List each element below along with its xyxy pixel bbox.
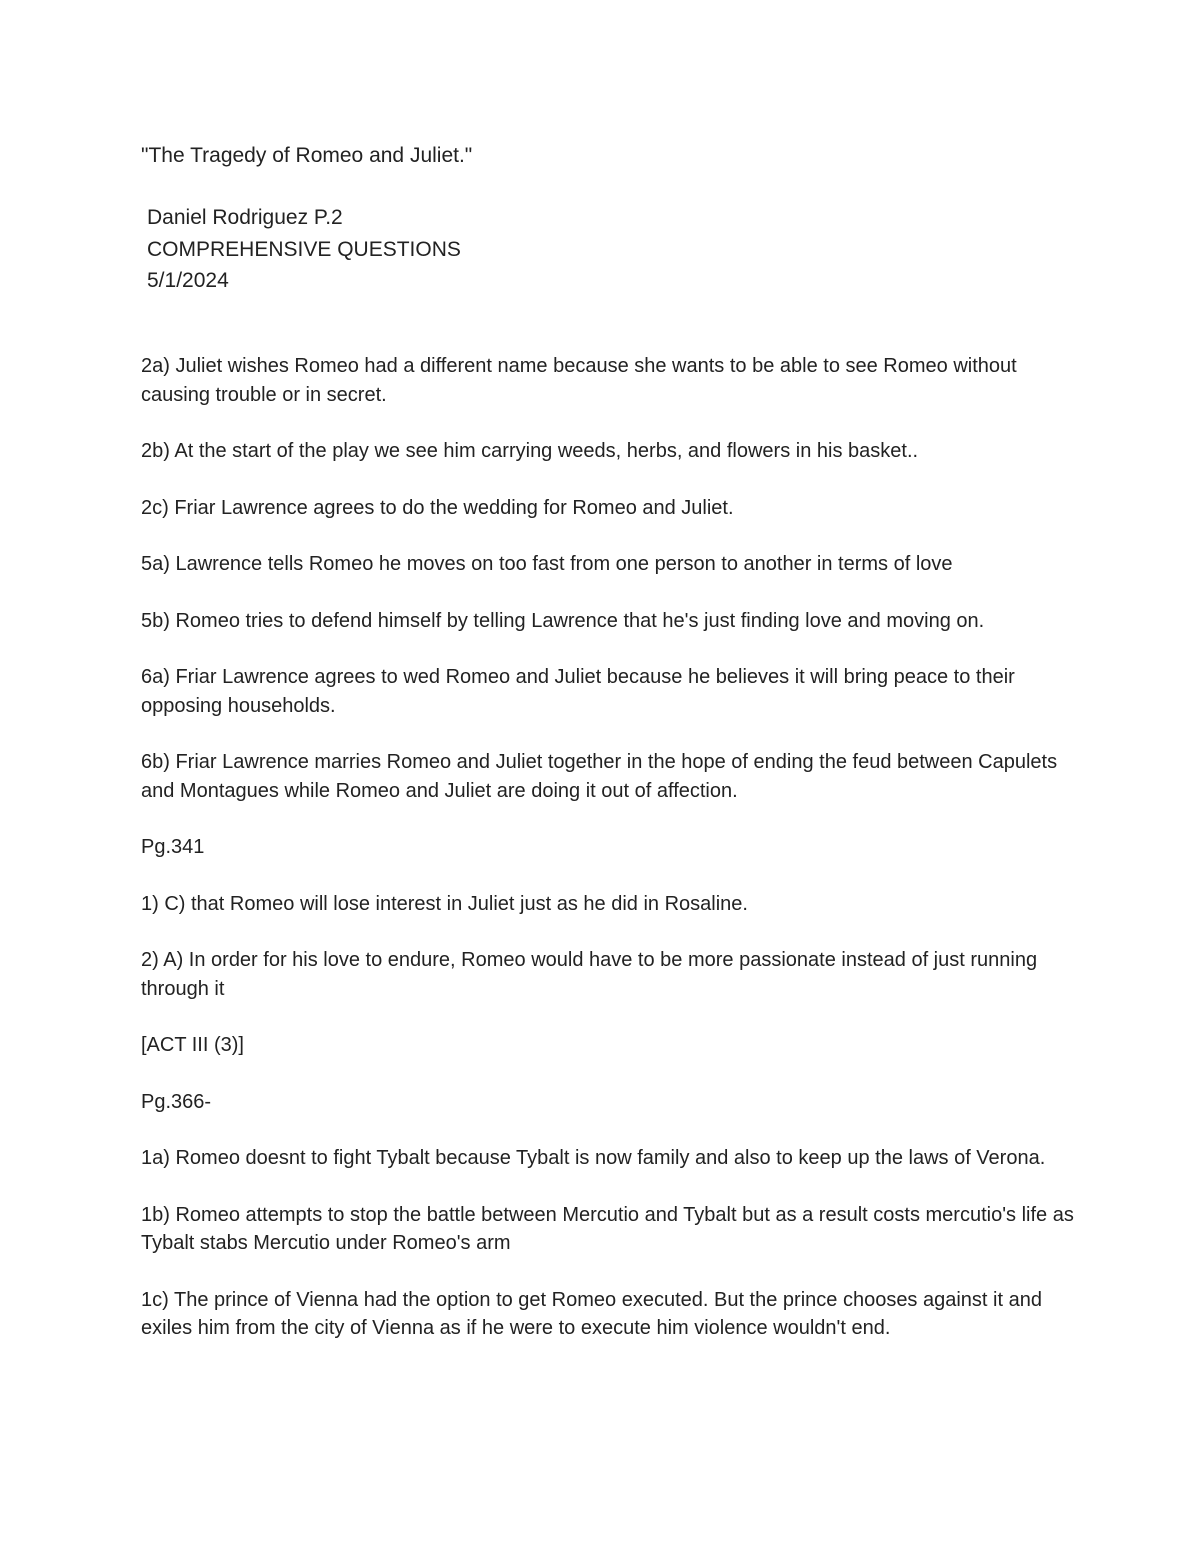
answer-5a: 5a) Lawrence tells Romeo he moves on too fast from one person to another in terms of love: [141, 553, 953, 575]
answer-1b: 1b) Romeo attempts to stop the battle between Mercutio and Tybalt but as a result costs mercutio's life as Tybalt stabs Mercutio under Romeo's arm: [141, 1203, 1074, 1254]
document-header: [147, 202, 461, 297]
answer-6b: 6b) Friar Lawrence marries Romeo and Juliet together in the hope of ending the feud between Capulets and Montagues while Romeo and Juliet are doing it out of affection.: [141, 751, 1058, 802]
page-reference-366: Pg.366-: [141, 1090, 212, 1113]
document-title: "The Tragedy of Romeo and Juliet.": [141, 144, 473, 167]
assignment-label: COMPREHENSIVE QUESTIONS: [147, 237, 461, 261]
answer-1a: 1a) Romeo doesnt to fight Tybalt because Tybalt is now family and also to keep up the laws of Verona.: [141, 1147, 1046, 1169]
answer-5b: 5b) Romeo tries to defend himself by telling Lawrence that he's just finding love and moving on.: [141, 609, 985, 632]
page-reference-341: Pg.341: [141, 836, 205, 858]
document-body: [141, 352, 1081, 1371]
answer-2b: 2b) At the start of the play we see him carrying weeds, herbs, and flowers in his basket..: [141, 440, 919, 462]
answer-2a: 2a) Juliet wishes Romeo had a different name because she wants to be able to see Romeo without causing trouble or in secret.: [141, 355, 1017, 406]
answer-2c: 2c) Friar Lawrence agrees to do the wedding for Romeo and Juliet.: [141, 496, 734, 519]
author-line: Daniel Rodriguez P.2: [147, 206, 343, 229]
document-date: 5/1/2024: [147, 269, 229, 292]
answer-341-1: 1) C) that Romeo will lose interest in Juliet just as he did in Rosaline.: [141, 892, 748, 915]
answer-6a: 6a) Friar Lawrence agrees to wed Romeo and Juliet because he believes it will bring peace to their opposing households.: [141, 666, 1015, 717]
answer-341-2: 2) A) In order for his love to endure, Romeo would have to be more passionate instead of just running through it: [141, 949, 1038, 1000]
section-heading-act-iii: [ACT III (3)]: [141, 1034, 244, 1056]
answer-1c: 1c) The prince of Vienna had the option to get Romeo executed. But the prince chooses against it and exiles him from the city of Vienna as if he were to execute him violence wouldn't end.: [141, 1288, 1042, 1339]
